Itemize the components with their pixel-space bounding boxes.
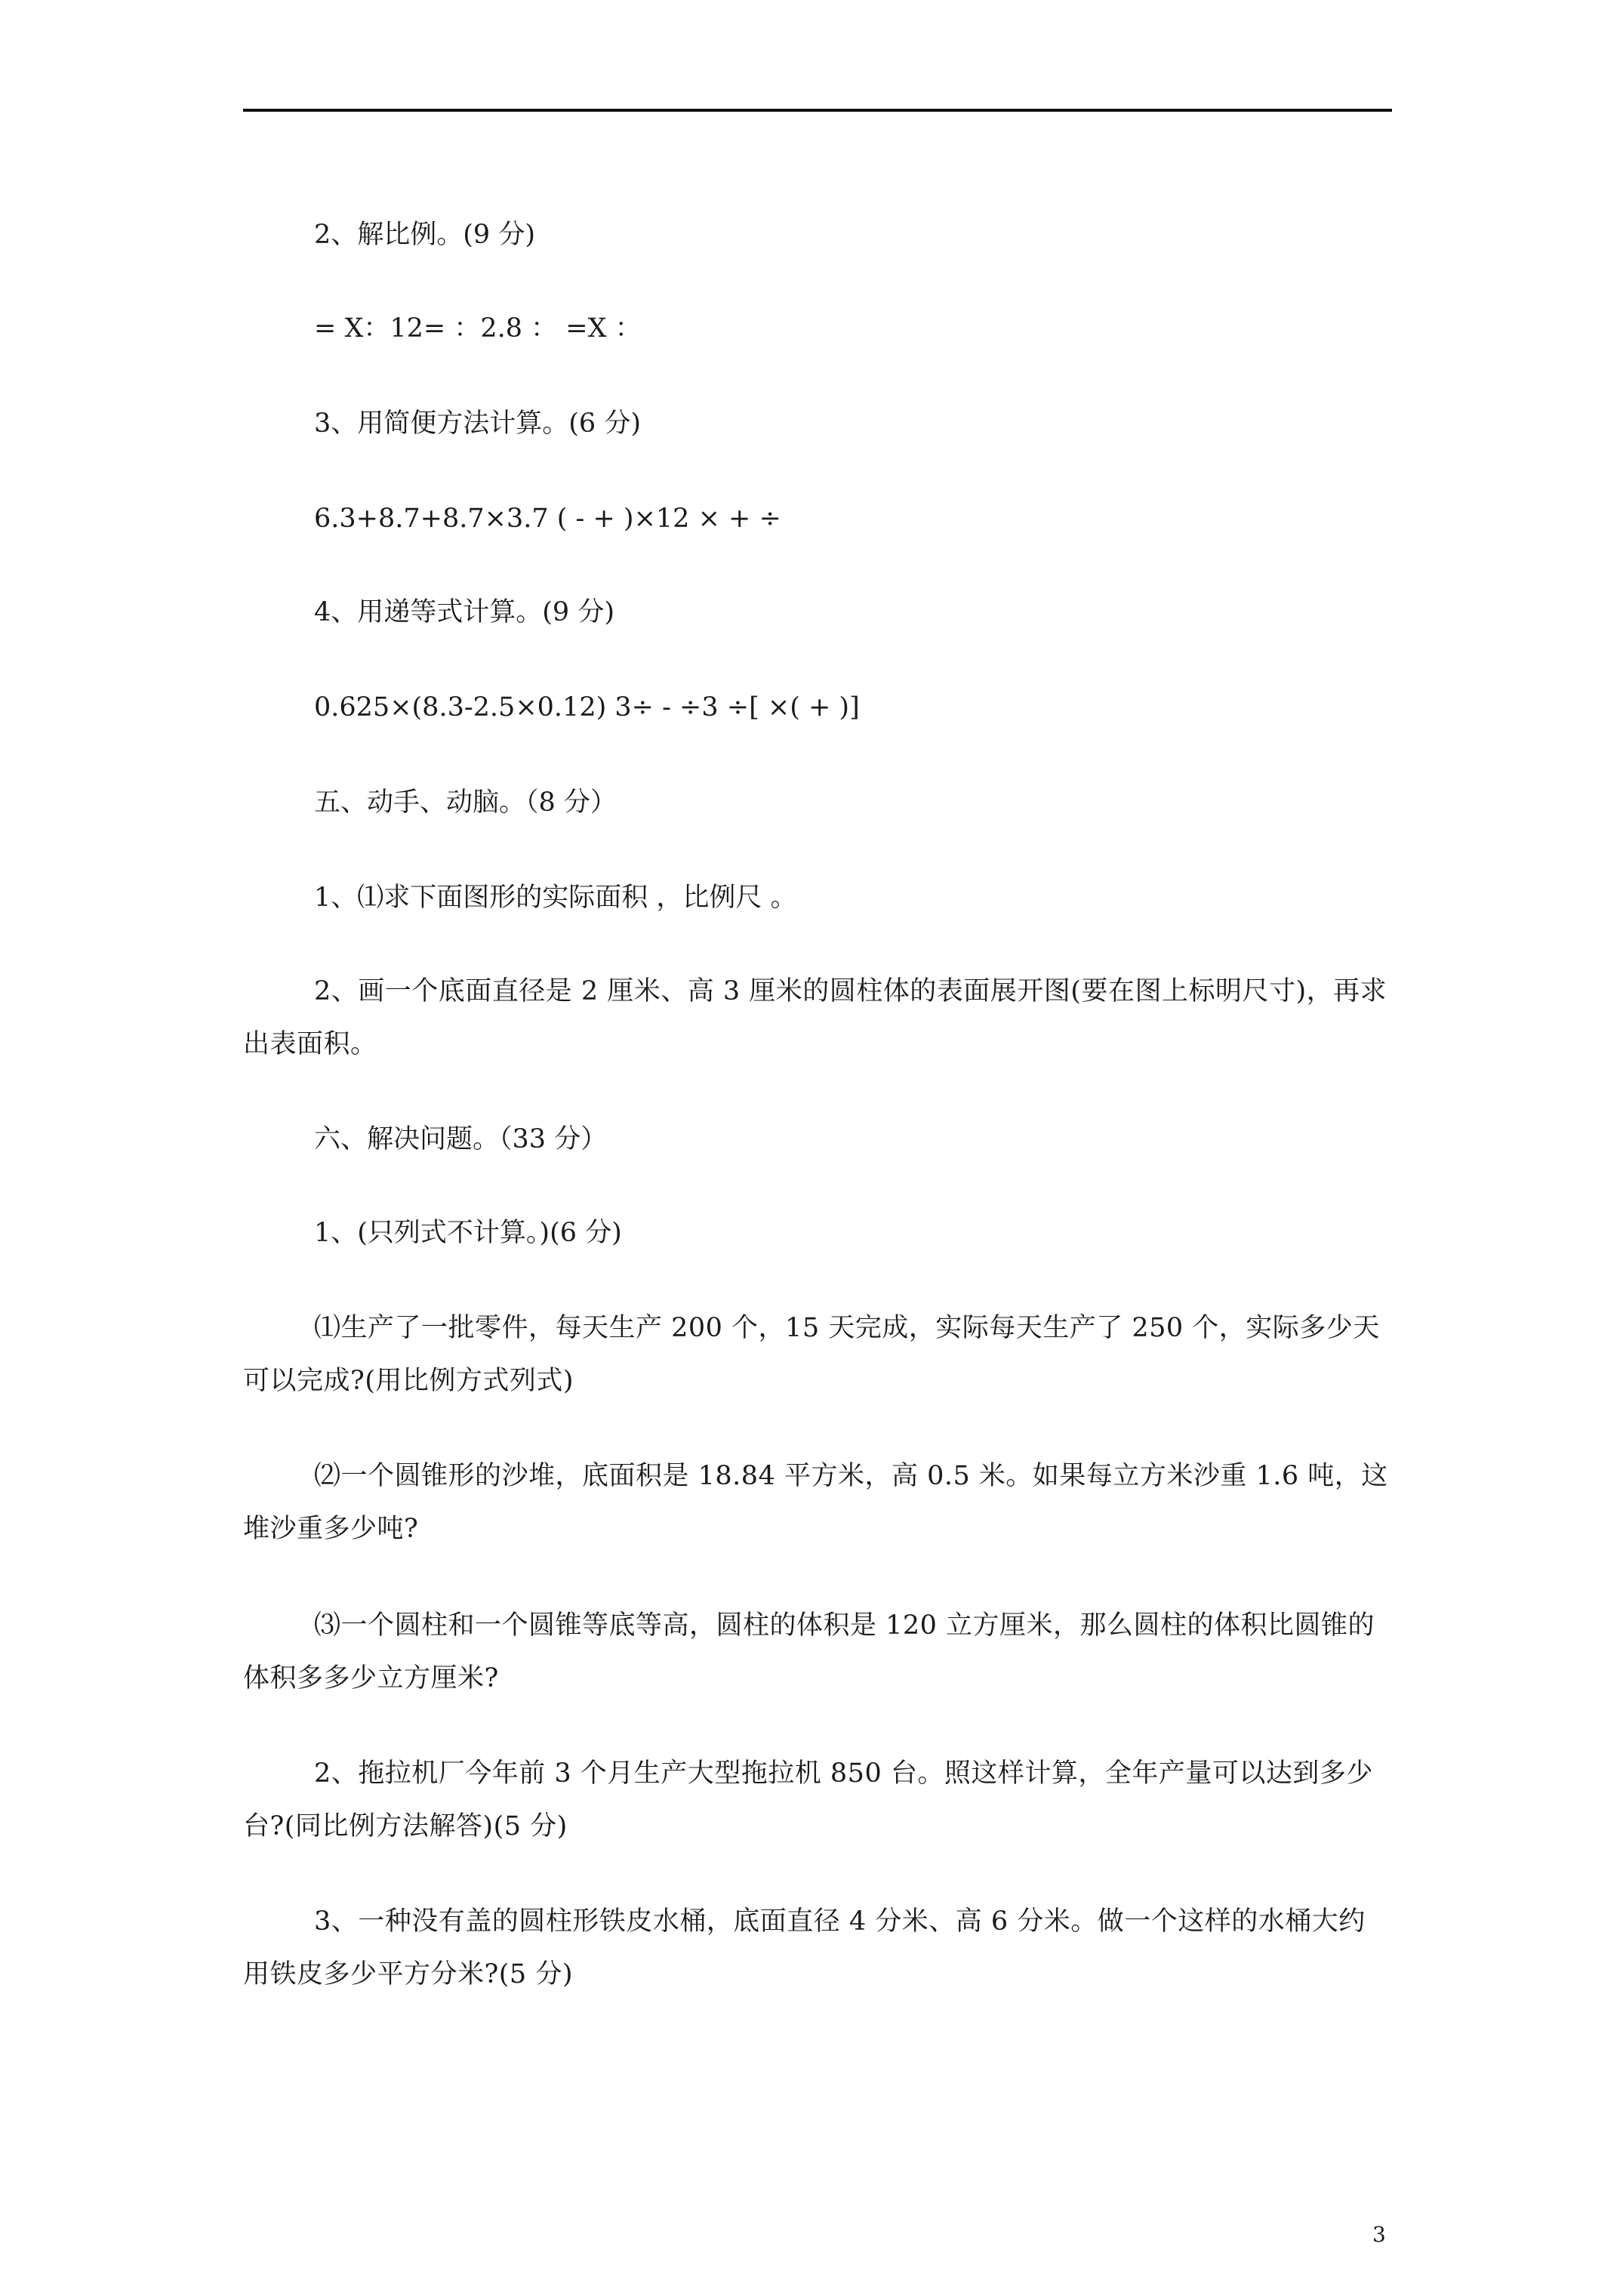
part-6-question-1: 1、(只列式不计算。)(6 分) — [314, 1218, 622, 1248]
section-4-heading: 4、用递等式计算。(9 分) — [314, 597, 614, 627]
section-2-heading: 2、解比例。(9 分) — [314, 220, 535, 250]
part-6-subquestion-1: ⑴生产了一批零件，每天生产 200 个，15 天完成，实际每天生产了 250 个，实际多少天可以完成?(用比例方式列式) — [243, 1313, 1380, 1396]
part-6-subquestion-3: ⑶一个圆柱和一个圆锥等底等高，圆柱的体积是 120 立方厘米，那么圆柱的体积比圆锥的体积多多少立方厘米? — [243, 1610, 1375, 1693]
section-3-heading: 3、用简便方法计算。(6 分) — [314, 408, 641, 439]
part-6-question-2: 2、拖拉机厂今年前 3 个月生产大型拖拉机 850 台。照这样计算，全年产量可以达到多少台?(同比例方法解答)(5 分) — [243, 1758, 1373, 1841]
header-rule — [243, 109, 1392, 112]
part-5-question-2: 2、画一个底面直径是 2 厘米、高 3 厘米的圆柱体的表面展开图(要在图上标明尺寸)，再求出表面积。 — [243, 976, 1387, 1059]
part-5-heading: 五、动手、动脑。（8 分） — [314, 787, 617, 818]
proportion-problems: = X：12= ：2.8 ： =X ： — [314, 313, 642, 344]
part-5-question-1: 1、⑴求下面图形的实际面积 ，比例尺 。 — [314, 883, 797, 913]
stepwise-expressions: 0.625×(8.3-2.5×0.12) 3÷ - ÷3 ÷[ ×( + )] — [314, 692, 860, 723]
part-6-subquestion-2: ⑵一个圆锥形的沙堆，底面积是 18.84 平方米，高 0.5 米。如果每立方米沙重 1.6 吨，这堆沙重多少吨? — [243, 1461, 1388, 1544]
part-6-heading: 六、解决问题。（33 分） — [314, 1124, 608, 1154]
page-number: 3 — [1372, 2222, 1386, 2247]
part-6-question-3: 3、一种没有盖的圆柱形铁皮水桶，底面直径 4 分米、高 6 分米。做一个这样的水桶大约用铁皮多少平方分米?(5 分) — [243, 1906, 1366, 1989]
simplify-expressions: 6.3+8.7+8.7×3.7 ( - + )×12 × + ÷ — [314, 504, 781, 534]
